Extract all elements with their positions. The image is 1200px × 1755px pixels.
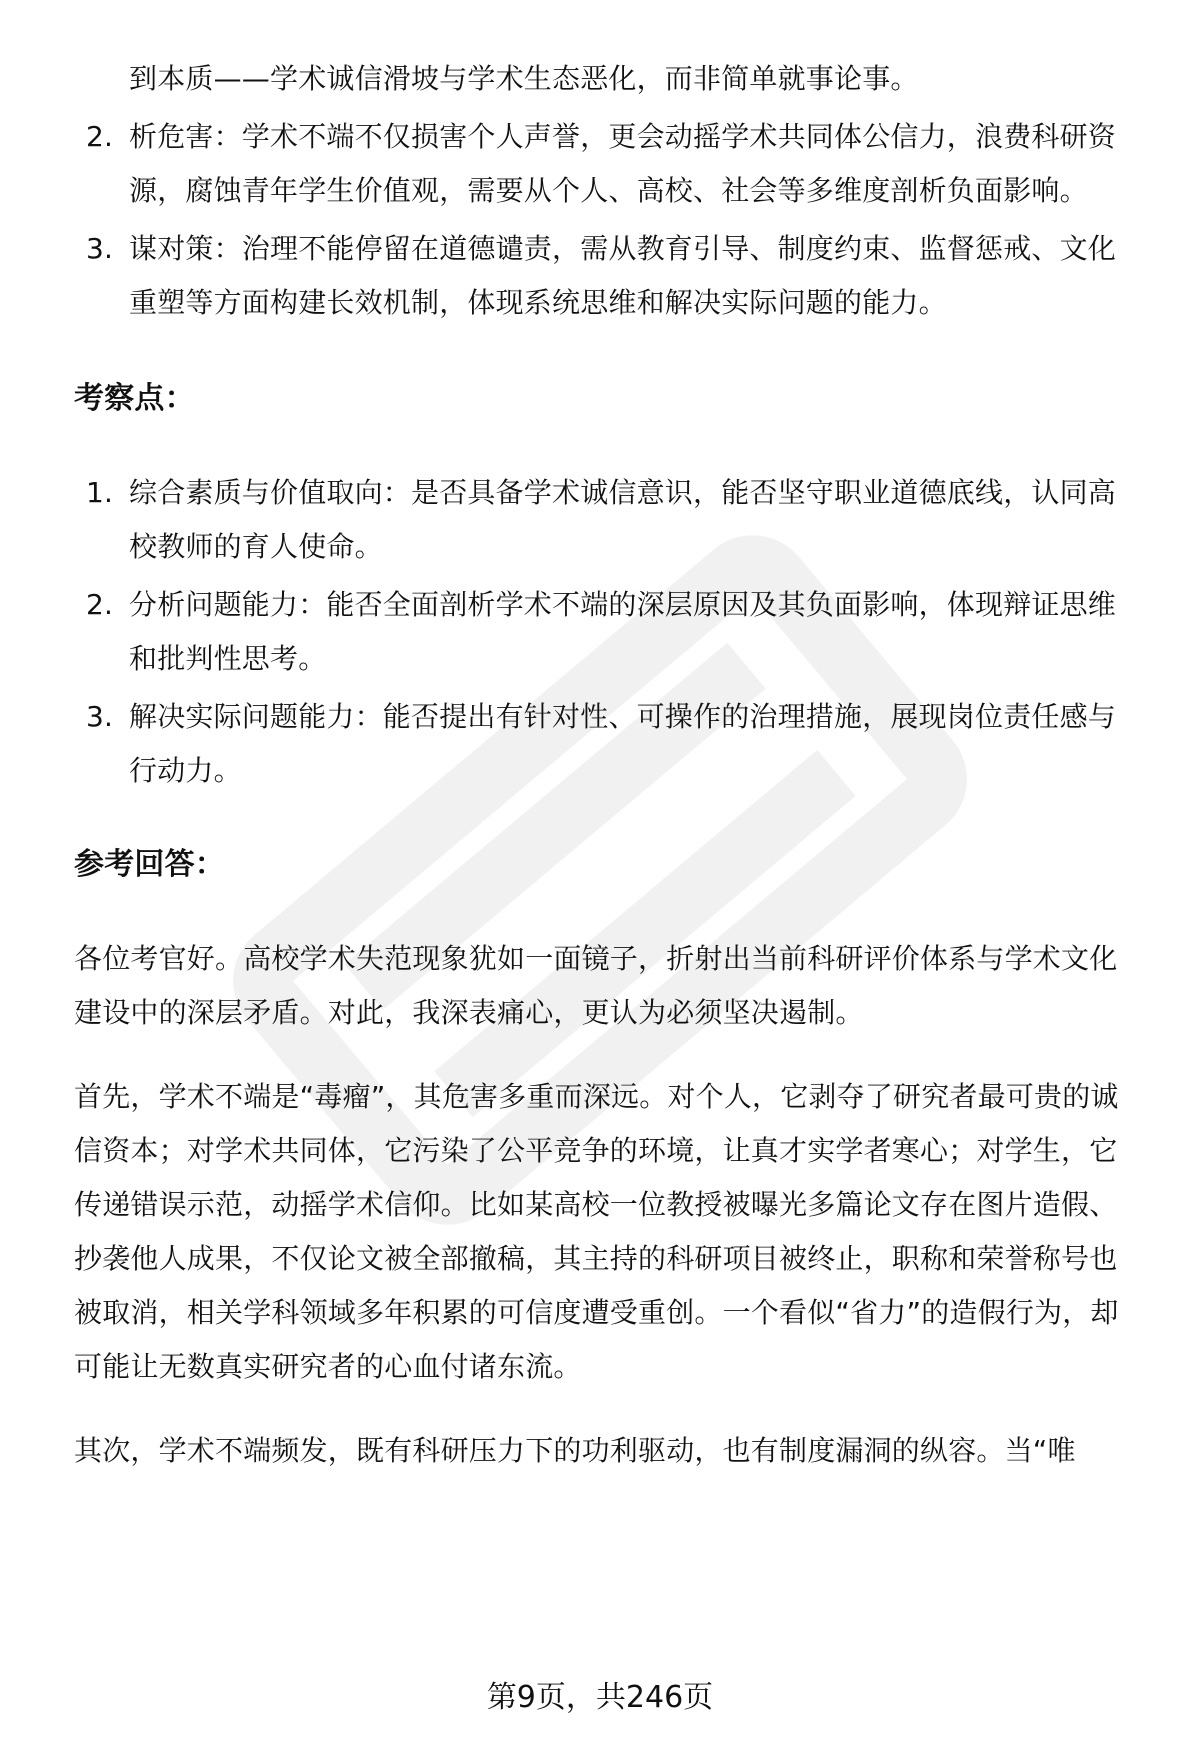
list-item bbox=[74, 110, 1134, 218]
answer-paragraph: 各位考官好。高校学术失范现象犹如一面镜子，折射出当前科研评价体系与学术文化建设中的深层矛盾。对此，我深表痛心，更认为必须坚决遏制。 bbox=[74, 942, 1118, 1029]
answer-body bbox=[74, 932, 1134, 1478]
section-heading-exam: 考察点： bbox=[74, 381, 195, 416]
intro-continuation: 到本质——学术诚信滑坡与学术生态恶化，而非简单就事论事。 bbox=[129, 62, 919, 95]
answer-paragraph: 其次，学术不端频发，既有科研压力下的功利驱动，也有制度漏洞的纵容。当“唯 bbox=[74, 1434, 1076, 1467]
list-number: 2. bbox=[86, 120, 114, 153]
list-text: 析危害：学术不端不仅损害个人声誉，更会动摇学术共同体公信力，浪费科研资源，腐蚀青年学生价值观，需要从个人、高校、社会等多维度剖析负面影响。 bbox=[129, 120, 1117, 207]
analysis-list bbox=[74, 110, 1134, 330]
list-item bbox=[74, 466, 1134, 574]
section-heading-answer: 参考回答： bbox=[74, 847, 225, 882]
list-number: 2. bbox=[86, 588, 114, 621]
answer-paragraph: 首先，学术不端是“毒瘤”，其危害多重而深远。对个人，它剥夺了研究者最可贵的诚信资本；对学术共同体，它污染了公平竞争的环境，让真才实学者寒心；对学生，它传递错误示范，动摇学术信仰。比如某高校一位教授被曝光多篇论文存在图片造假、抄袭他人成果，不仅论文被全部撤稿，其主持的科研项目被终止，职称和荣誉称号也被取消，相关学科领域多年积累的可信度遭受重创。一个看似“省力”的造假行为，却可能让无数真实研究者的心血付诸东流。 bbox=[74, 1080, 1119, 1383]
list-item bbox=[74, 222, 1134, 330]
list-item bbox=[74, 690, 1134, 798]
list-number: 3. bbox=[86, 232, 114, 265]
list-text: 解决实际问题能力：能否提出有针对性、可操作的治理措施，展现岗位责任感与行动力。 bbox=[129, 700, 1117, 787]
list-number: 3. bbox=[86, 700, 114, 733]
document-body bbox=[74, 52, 1134, 1478]
list-text: 分析问题能力：能否全面剖析学术不端的深层原因及其负面影响，体现辩证思维和批判性思考。 bbox=[129, 588, 1117, 675]
list-number: 1. bbox=[86, 476, 114, 509]
page-number-footer: 第9页，共246页 bbox=[486, 1680, 714, 1715]
list-text: 谋对策：治理不能停留在道德谴责，需从教育引导、制度约束、监督惩戒、文化重塑等方面构建长效机制，体现系统思维和解决实际问题的能力。 bbox=[129, 232, 1117, 319]
list-text: 综合素质与价值取向：是否具备学术诚信意识，能否坚守职业道德底线，认同高校教师的育人使命。 bbox=[129, 476, 1117, 563]
list-item bbox=[74, 578, 1134, 686]
exam-points-list bbox=[74, 466, 1134, 798]
